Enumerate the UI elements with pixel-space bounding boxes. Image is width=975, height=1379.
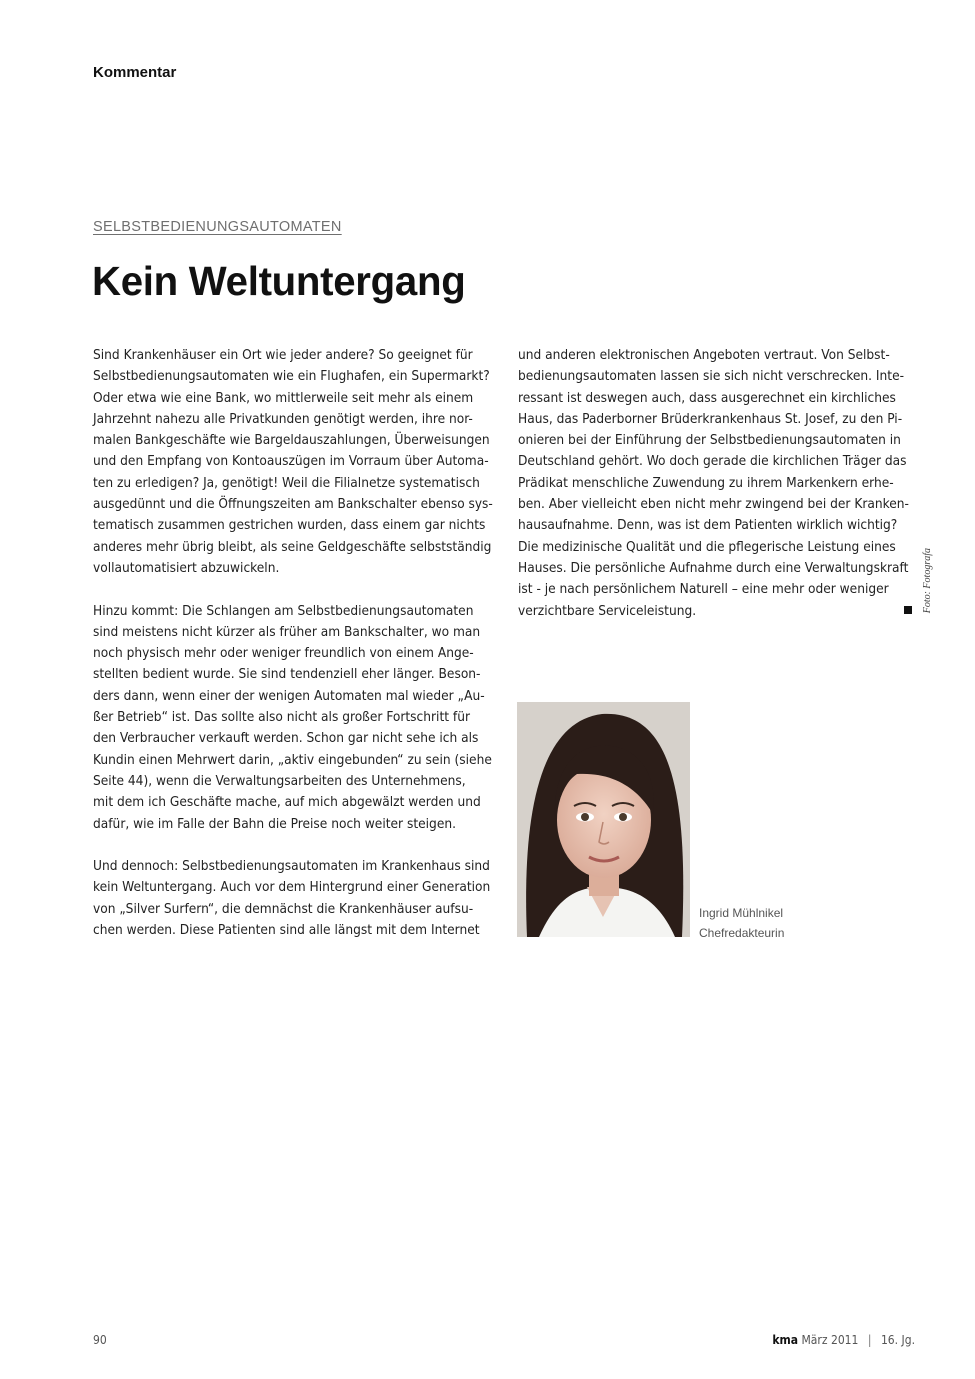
text-line: malen Bankgeschäfte wie Bargeldauszahlungen, Überweisungen [93, 432, 490, 449]
text-line: ist - je nach persönlichem Naturell – eine mehr oder weniger [518, 581, 889, 598]
text-line: dafür, wie im Falle der Bahn die Preise noch weiter steigen. [93, 815, 456, 832]
author-name: Ingrid Mühlnikel [699, 906, 784, 920]
text-line: bedienungsautomaten lassen sie sich nicht verschrecken. Inte- [518, 368, 905, 385]
text-line: stellten bedient wurde. Sie sind tendenziell eher länger. Beson- [93, 666, 481, 683]
photo-credit: Foto: Fotografa [922, 548, 933, 614]
text-line: sind meistens nicht kürzer als früher am Bankschalter, wo man [93, 623, 481, 640]
article-column-right [518, 345, 918, 643]
text-line: ausgedünnt und die Öffnungszeiten am Bankschalter ebenso sys- [93, 496, 493, 513]
text-line: Kundin einen Mehrwert darin, „aktiv eingebunden“ zu sein (siehe [93, 751, 492, 768]
text-line: tematisch zusammen gestrichen wurden, dass einem gar nichts [93, 517, 486, 534]
footer-separator: | [867, 1333, 872, 1347]
text-line: chen werden. Diese Patienten sind alle längst mit dem Internet [93, 922, 480, 939]
article-paragraph [93, 601, 493, 835]
author-portrait-image [517, 702, 690, 937]
text-line: Deutschland gehört. Wo doch gerade die kirchlichen Träger das [518, 453, 907, 470]
article-paragraph [518, 345, 918, 622]
text-line: Selbstbedienungsautomaten wie ein Flughafen, ein Supermarkt? [93, 368, 490, 385]
text-line: vollautomatisiert abzuwickeln. [93, 559, 280, 576]
text-line: Hinzu kommt: Die Schlangen am Selbstbedienungsautomaten [93, 602, 474, 619]
author-portrait [517, 702, 690, 937]
article-end-mark [904, 606, 912, 614]
text-line: Die medizinische Qualität und die pflegerische Leistung eines [518, 538, 896, 555]
text-line: den Verbraucher verkauft werden. Schon gar nicht sehe ich als [93, 730, 479, 747]
text-line: noch physisch mehr oder weniger freundlich von einem Ange- [93, 645, 474, 662]
text-line: verzichtbare Serviceleistung. [518, 602, 697, 619]
article-column-left [93, 345, 493, 963]
text-line: mit dem ich Geschäfte mache, auf mich abgewälzt werden und [93, 794, 481, 811]
text-line: ders dann, wenn einer der wenigen Automaten mal wieder „Au- [93, 687, 485, 704]
text-line: und anderen elektronischen Angeboten vertraut. Von Selbst- [518, 347, 890, 363]
article-headline: Kein Weltuntergang [92, 258, 466, 304]
text-line: ßer Betrieb“ ist. Das sollte also nicht als großer Fortschritt für [93, 709, 470, 726]
publication-footer [772, 1333, 915, 1347]
author-caption [699, 903, 784, 943]
text-line: ressant ist deswegen auch, dass ausgerechnet ein kirchliches [518, 389, 896, 406]
footer-issue: März 2011 [801, 1333, 859, 1347]
text-line: hausaufnahme. Denn, was ist dem Patienten wirklich wichtig? [518, 517, 898, 534]
footer-brand: kma [772, 1333, 799, 1347]
text-line: Haus, das Paderborner Brüderkrankenhaus St. Josef, zu den Pi- [518, 410, 903, 427]
article-rubric: SELBSTBEDIENUNGSAUTOMATEN [93, 219, 342, 235]
text-line: Oder etwa wie eine Bank, wo mittlerweile seit mehr als einem [93, 389, 474, 406]
text-line: von „Silver Surfern“, die demnächst die Krankenhäuser aufsu- [93, 900, 474, 917]
article-paragraph [93, 856, 493, 941]
page-number: 90 [93, 1333, 107, 1347]
footer-volume: 16. Jg. [880, 1333, 915, 1347]
text-line: Seite 44), wenn die Verwaltungsarbeiten des Unternehmens, [93, 772, 466, 789]
text-line: ten zu erledigen? Ja, genötigt! Weil die Filialnetze systematisch [93, 474, 480, 491]
text-line: Hauses. Die persönliche Aufnahme durch eine Verwaltungskraft [518, 559, 909, 576]
section-label: Kommentar [93, 64, 177, 81]
text-line: anderes mehr übrig bleibt, als seine Geldgeschäfte selbstständig [93, 538, 492, 555]
article-paragraph [93, 345, 493, 579]
text-line: onieren bei der Einführung der Selbstbedienungsautomaten in [518, 432, 901, 449]
text-line: Sind Krankenhäuser ein Ort wie jeder andere? So geeignet für [93, 347, 473, 363]
text-line: Prädikat menschliche Zuwendung zu ihrem Markenkern erhe- [518, 474, 894, 491]
text-line: und den Empfang von Kontoauszügen im Vorraum über Automa- [93, 453, 489, 470]
text-line: ben. Aber vielleicht eben nicht mehr zwingend bei der Kranken- [518, 496, 909, 513]
text-line: Und dennoch: Selbstbedienungsautomaten im Krankenhaus sind [93, 858, 490, 875]
text-line: Jahrzehnt nahezu alle Privatkunden genötigt werden, ihre nor- [93, 410, 473, 427]
author-role: Chefredakteurin [699, 926, 785, 940]
text-line: kein Weltuntergang. Auch vor dem Hintergrund einer Generation [93, 879, 491, 896]
